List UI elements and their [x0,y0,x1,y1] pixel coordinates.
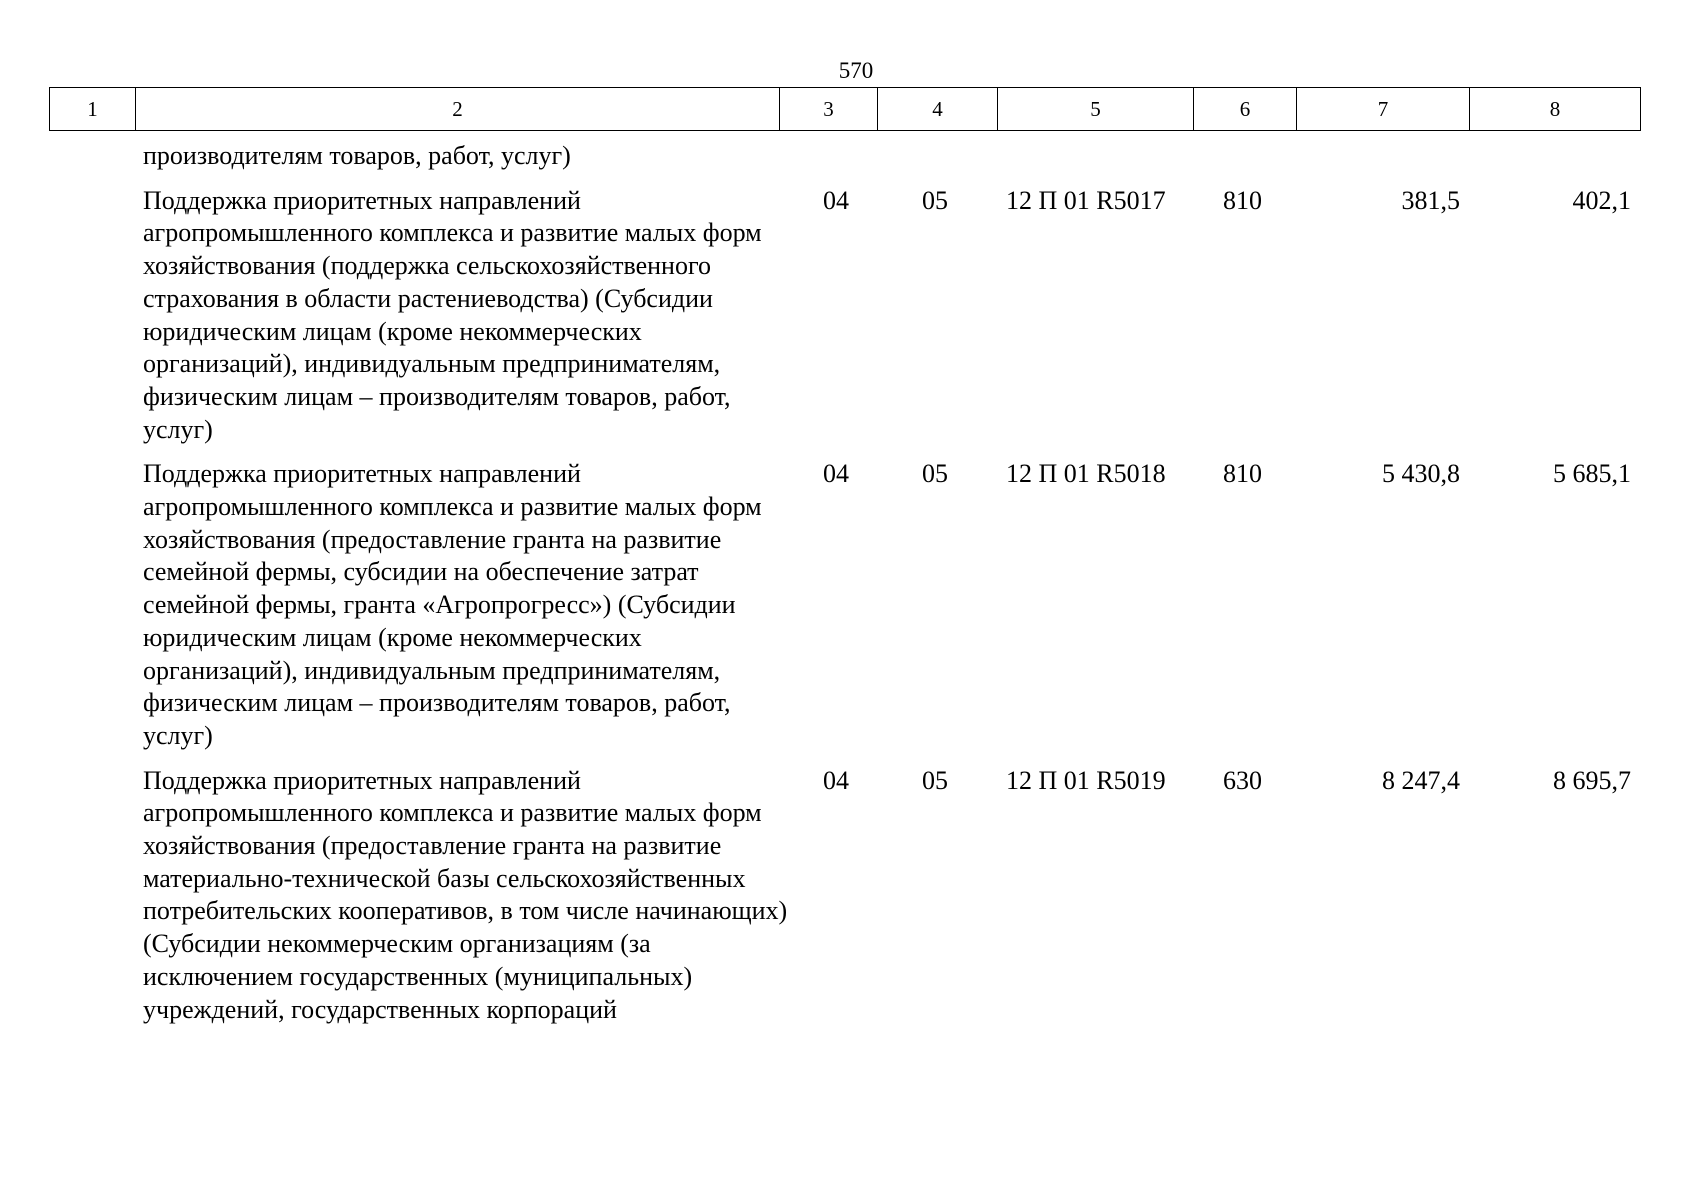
row-target-article: 12 П 01 R5017 [1006,185,1166,215]
table-header [49,87,1641,131]
row-target-article: 12 П 01 R5018 [1006,459,1166,489]
row-amount-col8: 5 685,1 [1553,459,1631,489]
row-description: Поддержка приоритетных направлений агропромышленного комплекса и развитие малых форм хозяйствования (предоставление гранта на развитие материально-технической базы сельскохозяйственных потребительских кооперативов, в том числе начинающих) (Субсидии некоммерческим организациям (за исключением государственных (муниципальных) учреждений, государственных корпораций [143,765,788,1024]
continuation-row [49,140,1640,185]
table-row [49,765,1640,1027]
row-description: Поддержка приоритетных направлений агропромышленного комплекса и развитие малых форм хозяйствования (предоставление гранта на развитие семейной фермы, субсидии на обеспечение затрат семейной фермы, гранта «Агропрогресс») (Субсидии юридическим лицам (кроме некоммерческих организаций), индивидуальным предпринимателям, физическим лицам – производителям товаров, работ, услуг) [143,459,762,750]
table-body [49,140,1640,1026]
row-expense-type: 810 [1223,185,1262,215]
header-col-8: 8 [1470,88,1641,131]
header-col-7: 7 [1297,88,1470,131]
table-row [49,185,1640,459]
header-row [50,88,1641,131]
row-section: 04 [823,765,849,795]
row-amount-col8: 8 695,7 [1553,765,1631,795]
continuation-text: производителям товаров, работ, услуг) [143,141,571,170]
header-col-3: 3 [780,88,878,131]
row-amount-col7: 8 247,4 [1382,765,1460,795]
row-subsection: 05 [922,459,948,489]
row-subsection: 05 [922,765,948,795]
table-row [49,458,1640,764]
row-amount-col8: 402,1 [1572,185,1631,215]
row-target-article: 12 П 01 R5019 [1006,765,1166,795]
row-amount-col7: 5 430,8 [1382,459,1460,489]
header-col-2: 2 [136,88,780,131]
header-col-6: 6 [1194,88,1297,131]
row-description: Поддержка приоритетных направлений агропромышленного комплекса и развитие малых форм хозяйствования (поддержка сельскохозяйственного страхования в области растениеводства) (Субсидии юридическим лицам (кроме некоммерческих организаций), индивидуальным предпринимателям, физическим лицам – производителям товаров, работ, услуг) [143,185,762,444]
row-expense-type: 810 [1223,459,1262,489]
row-subsection: 05 [922,185,948,215]
page-number: 570 [838,58,874,83]
row-section: 04 [823,459,849,489]
row-section: 04 [823,185,849,215]
row-expense-type: 630 [1223,765,1262,795]
row-amount-col7: 381,5 [1401,185,1460,215]
header-col-4: 4 [878,88,998,131]
header-col-5: 5 [998,88,1194,131]
header-col-1: 1 [50,88,136,131]
